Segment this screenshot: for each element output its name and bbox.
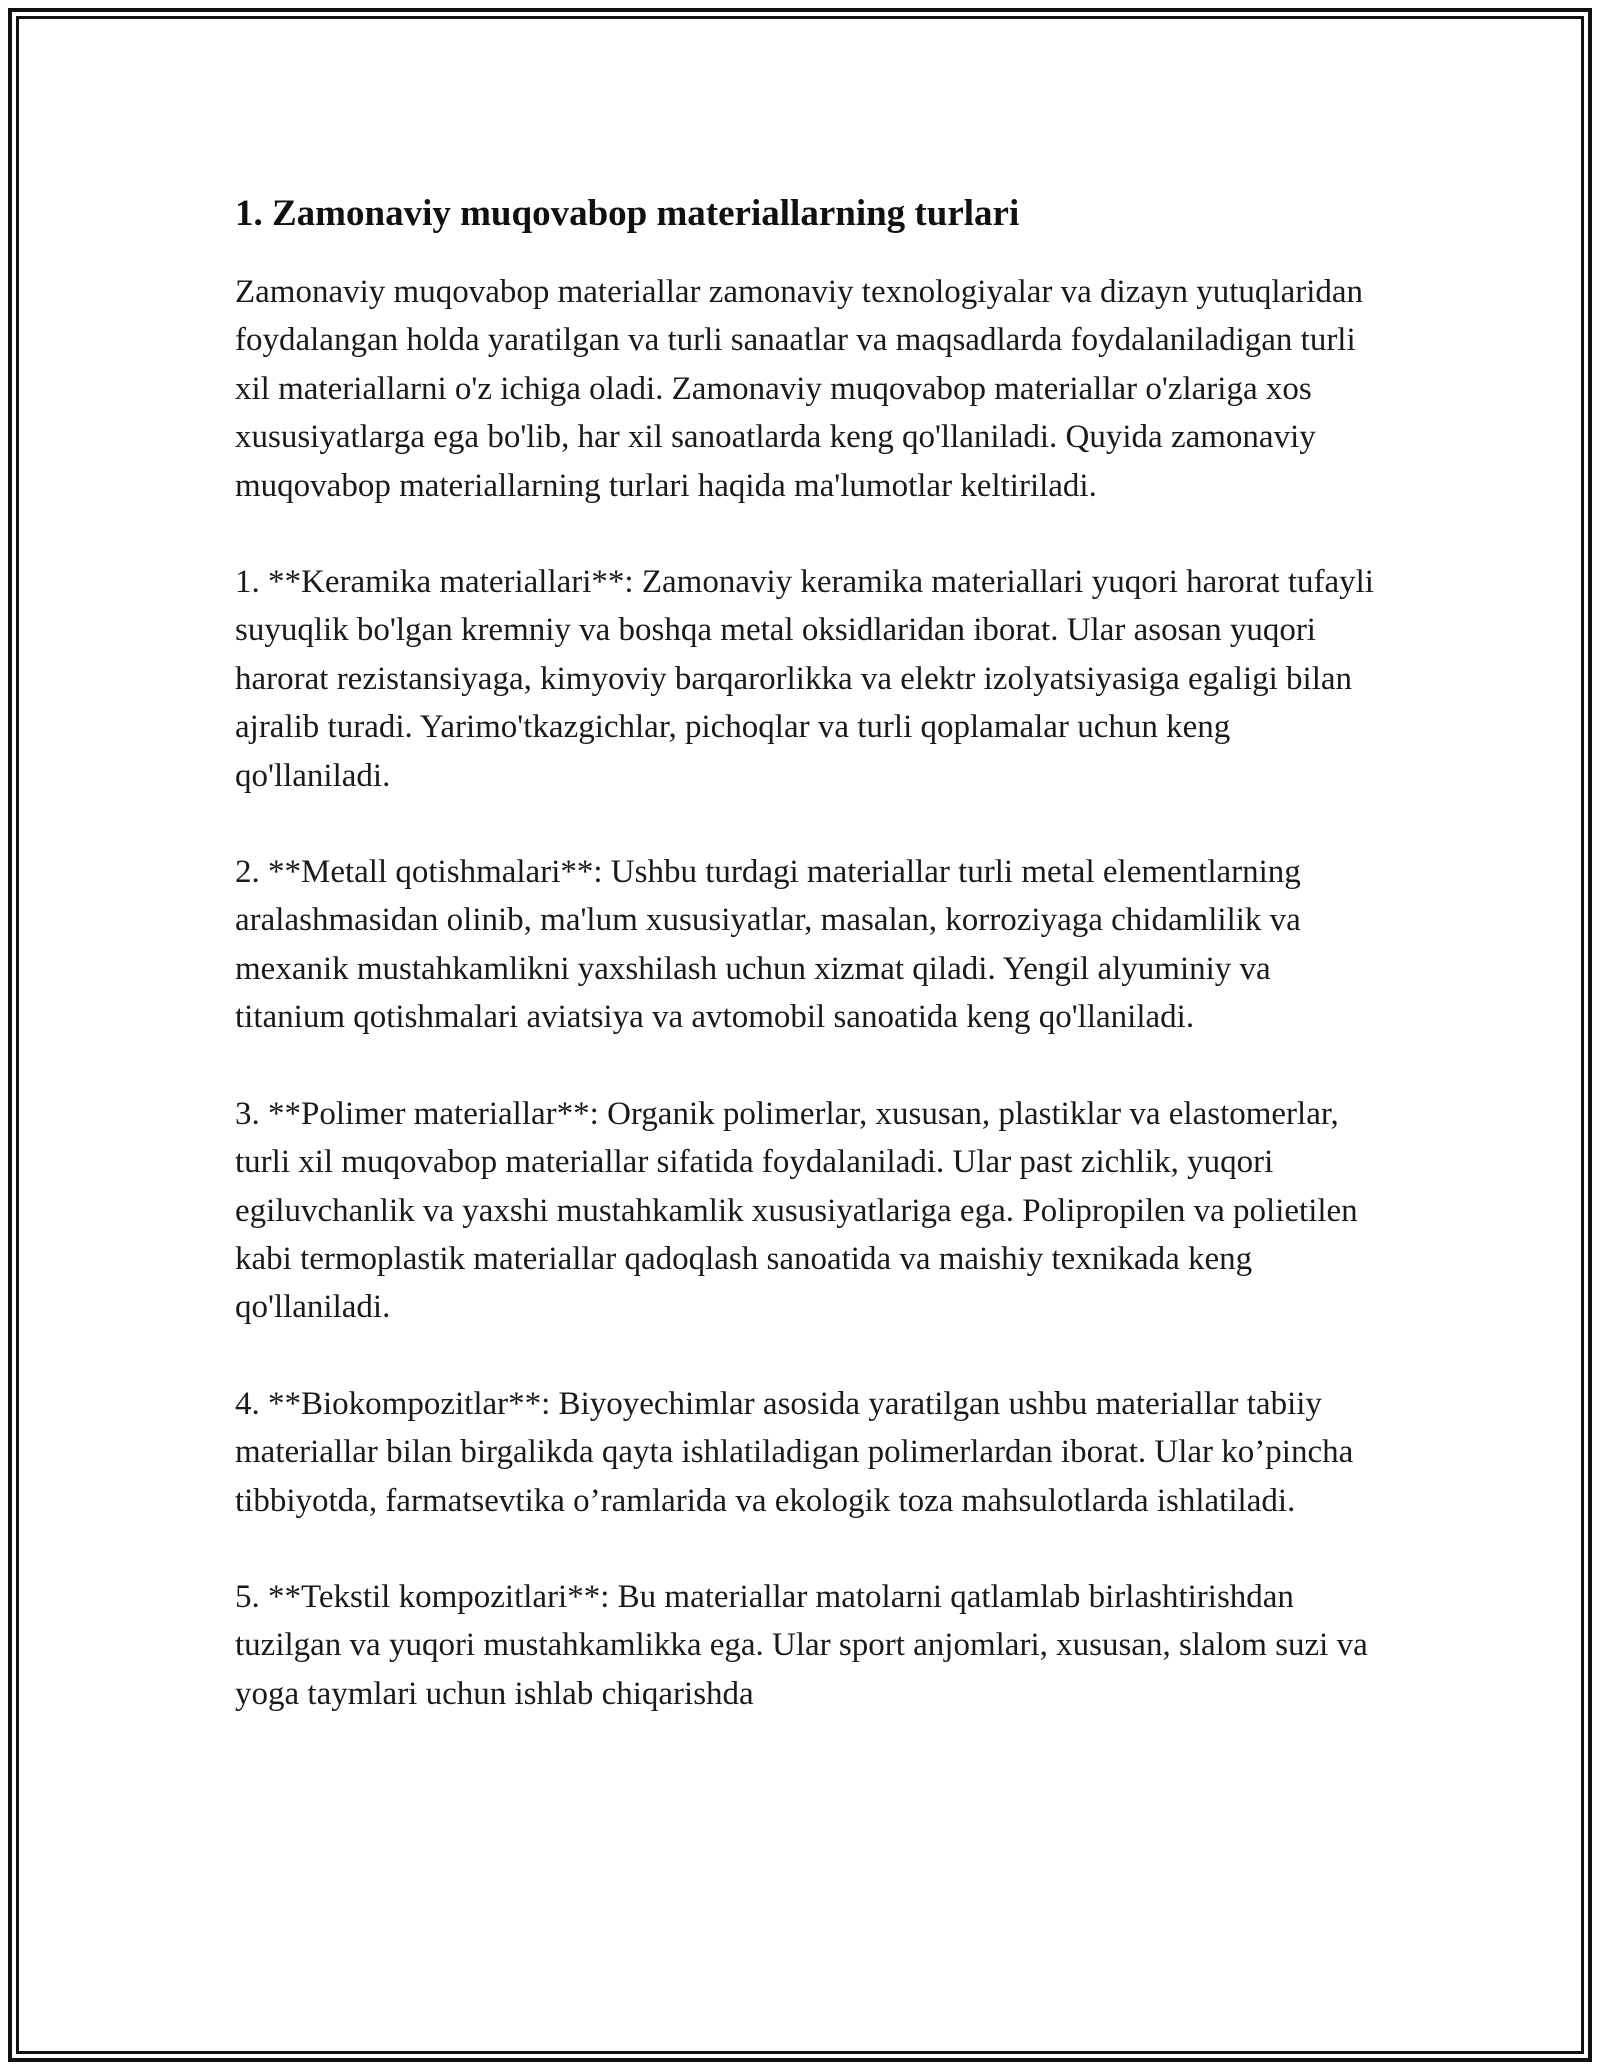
- paragraph-polimer: 3. **Polimer materiallar**: Organik polimerlar, xususan, plastiklar va elastomerlar, turli xil muqovabop materiallar sifatida foydalaniladi. Ular past zichlik, yuqori egiluvchanlik va yaxshi mustahkamlik xususiyatlariga ega. Polipropilen va polietilen kabi termoplastik materiallar qadoqlash sanoatida va maishiy texnikada keng qo'llaniladi.: [235, 1095, 1358, 1326]
- paragraph-biokompozit: 4. **Biokompozitlar**: Biyoyechimlar asosida yaratilgan ushbu materiallar tabiiy materiallar bilan birgalikda qayta ishlatiladigan polimerlardan iborat. Ular ko’pincha tibbiyotda, farmatsevtika o’ramlarida va ekologik toza mahsulotlarda ishlatiladi.: [235, 1385, 1354, 1519]
- document-body: [235, 186, 1375, 1766]
- paragraph-metall: 2. **Metall qotishmalari**: Ushbu turdagi materiallar turli metal elementlarning aralashmasidan olinib, ma'lum xususiyatlar, masalan, korroziyaga chidamlilik va mexanik mustahkamlikni yaxshilash uchun xizmat qiladi. Yengil alyuminiy va titanium qotishmalari aviatsiya va avtomobil sanoatida keng qo'llaniladi.: [235, 854, 1301, 1036]
- document-title: 1. Zamonaviy muqovabop materiallarning turlari: [235, 193, 1020, 234]
- paragraph-intro: Zamonaviy muqovabop materiallar zamonaviy texnologiyalar va dizayn yutuqlaridan foydalangan holda yaratilgan va turli sanaatlar va maqsadlarda foydalaniladigan turli xil materiallarni o'z ichiga oladi. Zamonaviy muqovabop materiallar o'zlariga xos xususiyatlarga ega bo'lib, har xil sanoatlarda keng qo'llaniladi. Quyida zamonaviy muqovabop materiallarning turlari haqida ma'lumotlar keltiriladi.: [235, 274, 1364, 504]
- paragraph-tekstil: 5. **Tekstil kompozitlari**: Bu materiallar matolarni qatlamlab birlashtirishdan tuzilgan va yuqori mustahkamlikka ega. Ular sport anjomlari, xususan, slalom suzi va yoga taymlari uchun ishlab chiqarishda: [235, 1578, 1368, 1712]
- paragraph-keramika: 1. **Keramika materiallari**: Zamonaviy keramika materiallari yuqori harorat tufayli suyuqlik bo'lgan kremniy va boshqa metal oksidlaridan iborat. Ular asosan yuqori harorat rezistansiyaga, kimyoviy barqarorlikka va elektr izolyatsiyasiga egaligi bilan ajralib turadi. Yarimo'tkazgichlar, pichoqlar va turli qoplamalar uchun keng qo'llaniladi.: [235, 564, 1374, 794]
